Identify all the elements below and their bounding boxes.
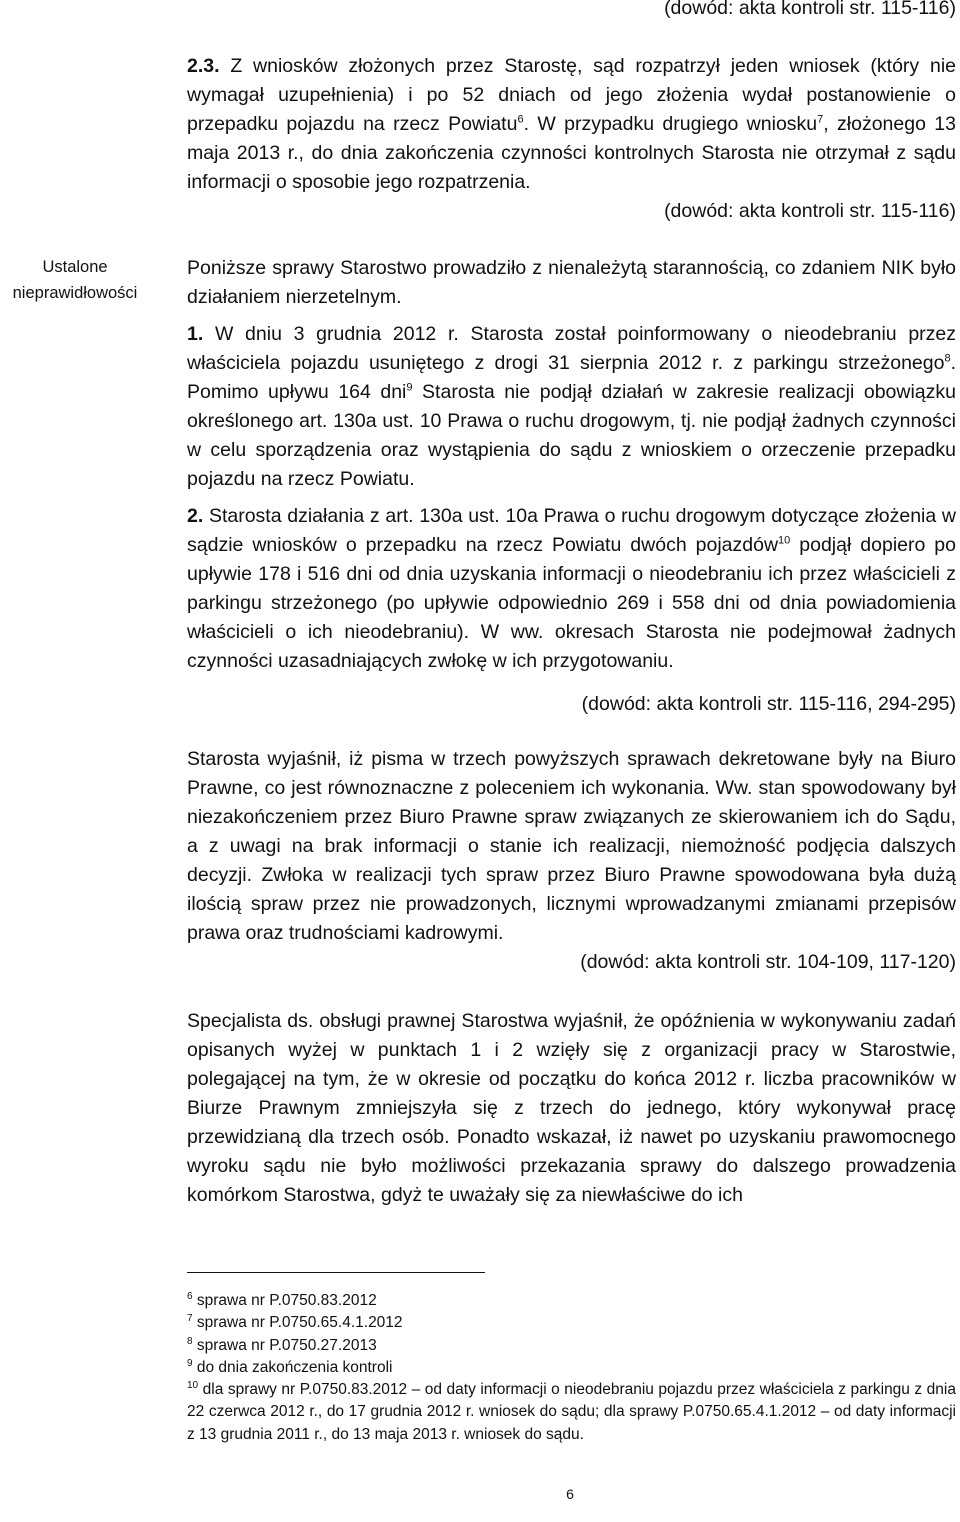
paragraph-text: Starosta nie podjął działań w zakresie realizacji obowiązku określonego art. 130a ust. 10 Prawa o ruchu drogowym, tj. nie podjął żadnych czynności w celu sporządzenia oraz wystąpienia do sądu z wnioskiem o orzeczenie przepadku pojazdu na rzecz Powiatu. — [187, 381, 956, 490]
paragraph-text: W dniu 3 grudnia 2012 r. Starosta został poinformowany o nieodebraniu przez właściciela pojazdu usuniętego z drogi 31 sierpnia 2012 r. z parkingu strzeżonego — [187, 323, 956, 374]
explanation-2-paragraph: Specjalista ds. obsługi prawnej Starostwa wyjaśnił, że opóźnienia w wykonywaniu zadań opisanych wyżej w punktach 1 i 2 wzięły się z organizacji pracy w Starostwie, polegającej na tym, że w okresie od początku do końca 2012 r. liczba pracowników w Biurze Prawnym zmniejszyła się z trzech do jednego, który wykonywał pracę przewidzianą dla trzech osób. Ponadto wskazał, iż nawet po uzyskaniu prawomocnego wyroku sądu nie było możliwości przekazania sprawy do dalszego prowadzenia komórkom Starostwa, gdyż te uważały się za niewłaściwe do ich — [187, 1010, 956, 1206]
evidence-reference: (dowód: akta kontroli str. 115-116) — [664, 200, 956, 222]
side-label: Ustalone nieprawidłowości — [12, 258, 138, 302]
footnotes — [187, 1290, 956, 1446]
paragraph-text: Starosta działania z art. 130a ust. 10a Prawa o ruchu drogowym dotyczące złożenia w sądzie wniosków o przepadku na rzecz Powiatu dwóch pojazdów — [187, 505, 956, 556]
footnote-item — [187, 1379, 956, 1446]
footnote-text: sprawa nr P.0750.65.4.1.2012 — [192, 1314, 403, 1332]
paragraph-text: , złożonego 13 maja 2013 r., do dnia zakończenia czynności kontrolnych Starosta nie otrzymał z sądu informacji o sposobie jego rozpatrzenia. — [187, 113, 956, 193]
paragraph-text: . Pomimo upływu 164 dni — [187, 352, 956, 403]
footnote-ref: 7 — [817, 113, 824, 126]
footnote-text: sprawa nr P.0750.83.2012 — [192, 1292, 377, 1309]
item-2-paragraph — [187, 502, 956, 676]
footnote-ref: 9 — [406, 381, 413, 394]
footnote-number: 6 — [187, 1290, 193, 1302]
page-number: 6 — [566, 1486, 574, 1502]
footnote-ref: 6 — [517, 113, 524, 126]
item-1-paragraph — [187, 320, 956, 494]
explanation-1-section — [187, 745, 956, 977]
footnote-text: dla sprawy nr P.0750.83.2012 – od daty informacji o nieodebraniu pojazdu przez właściciela z parkingu z dnia 22 czerwca 2012 r., do 17 grudnia 2012 r. wniosek do sądu; dla sprawy P.0750.65.4.1.2012 – od daty informacji z 13 grudnia 2011 r., do 13 maja 2013 r. wniosek do sądu. — [187, 1381, 956, 1443]
footnote-ref: 8 — [944, 352, 951, 365]
footnote-item — [187, 1290, 956, 1312]
footnote-item — [187, 1312, 956, 1334]
paragraph-text: podjął dopiero po upływie 178 i 516 dni od dnia uzyskania informacji o nieodebraniu ich przez właścicieli z parkingu strzeżonego (po upływie odpowiednio 269 i 558 dni od dnia powiadomienia właścicieli o ich nieodebraniu). W ww. okresach Starosta nie podejmował żadnych czynności uzasadniających zwłokę w ich przygotowaniu. — [187, 534, 956, 672]
evidence-reference: (dowód: akta kontroli str. 104-109, 117-120) — [580, 951, 956, 973]
findings-section — [187, 254, 956, 719]
explanation-2-section — [187, 1007, 956, 1210]
paragraph-text: Z wniosków złożonych przez Starostę, sąd rozpatrzył jeden wniosek (który nie wymagał uzupełnienia) i po 52 dniach od jego złożenia wydał postanowienie o przepadku pojazdu na rzecz Powiatu — [187, 55, 956, 135]
section-2-3-paragraph — [187, 52, 956, 197]
item-number: 2. — [187, 505, 204, 527]
footnote-number: 10 — [187, 1380, 199, 1392]
footnote-text: do dnia zakończenia kontroli — [192, 1358, 393, 1376]
section-2-3 — [187, 52, 956, 226]
footnote-number: 8 — [187, 1335, 193, 1347]
explanation-1-paragraph: Starosta wyjaśnił, iż pisma w trzech powyższych sprawach dekretowane były na Biuro Prawne, co jest równoznaczne z poleceniem ich wykonania. Ww. stan spowodowany był niezakończeniem przez Biuro Prawne spraw związanych ze skierowaniem ich do Sądu, a z uwagi na brak informacji o stanie ich realizacji, niemożność podjęcia dalszych decyzji. Zwłoka w realizacji tych spraw przez Biuro Prawne spowodowana była dużą ilością spraw przez nie prowadzonych, licznymi wprowadzanymi zmianami przepisów prawa oraz trudnościami kadrowymi. — [187, 748, 956, 944]
footnote-number: 9 — [187, 1357, 193, 1369]
footnote-text: sprawa nr P.0750.27.2013 — [192, 1336, 377, 1354]
footnote-number: 7 — [187, 1313, 193, 1325]
item-number: 1. — [187, 323, 204, 345]
evidence-reference: (dowód: akta kontroli str. 115-116, 294-295) — [581, 693, 956, 715]
evidence-reference: (dowód: akta kontroli str. 115-116) — [664, 0, 956, 19]
section-number: 2.3. — [187, 55, 220, 77]
footnote-item — [187, 1335, 956, 1357]
top-section — [187, 0, 956, 23]
footnote-divider — [187, 1272, 485, 1273]
footnote-ref: 10 — [778, 534, 791, 547]
intro-paragraph: Poniższe sprawy Starostwo prowadziło z nienależytą starannością, co zdaniem NIK było działaniem nierzetelnym. — [187, 257, 956, 308]
footnote-item — [187, 1357, 956, 1379]
paragraph-text: . W przypadku drugiego wniosku — [523, 113, 818, 135]
